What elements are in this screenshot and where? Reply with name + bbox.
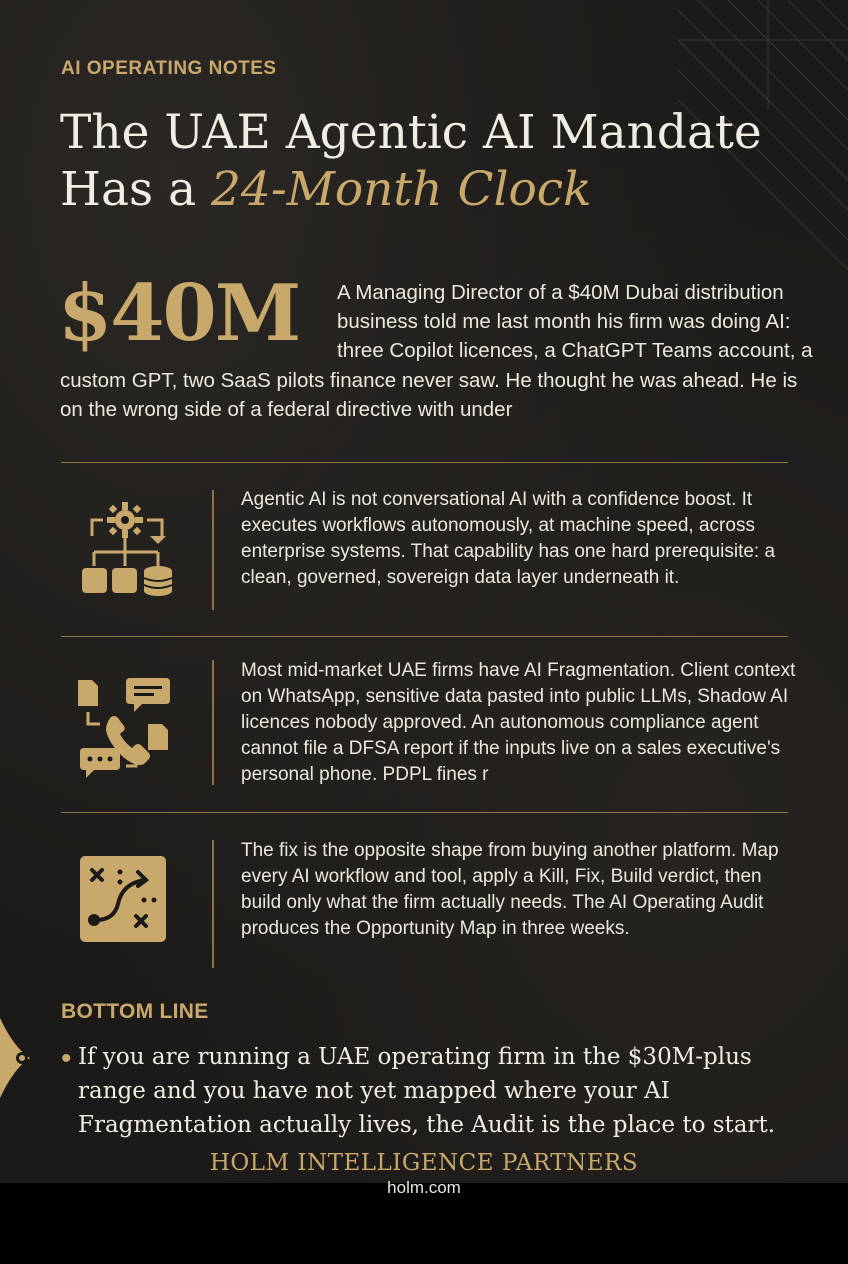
title-line-1: The UAE Agentic AI Mandate <box>60 105 762 160</box>
fragmented-communications-icon <box>70 672 180 782</box>
intro-paragraph <box>60 278 820 424</box>
bottom-line-text: If you are running a UAE operating firm in the $30M-plus range and you have not yet mapped where your AI Fragmentation actually lives, the Audit is the place to start. <box>78 1044 776 1138</box>
section-separator <box>212 490 214 610</box>
section-separator <box>212 840 214 968</box>
section-1-text: Agentic AI is not conversational AI with a confidence boost. It executes workflows autonomously, at machine speed, across enterprise systems. That capability has one hard prerequisite: a clean, governed, sovereign data layer underneath it. <box>241 489 776 588</box>
intro-text: A Managing Director of a $40M Dubai distribution business told me last month his firm was doing AI: three Copilot licences, a ChatGPT Teams account, a custom GPT, two SaaS pilots finance never saw. He thought he was ahead. He is on the wrong side of a federal directive with under <box>60 281 813 421</box>
section-separator <box>212 660 214 785</box>
bottom-line-heading: BOTTOM LINE <box>61 1000 209 1023</box>
bullet-icon: • <box>61 1042 72 1075</box>
left-edge-ornament-icon <box>0 1018 34 1098</box>
divider <box>61 812 788 813</box>
title-line-2-prefix: Has a <box>60 162 212 217</box>
strategy-map-icon <box>70 850 180 960</box>
title-accent: 24-Month Clock <box>211 162 592 217</box>
workflow-gear-icon <box>70 496 180 606</box>
divider <box>61 462 788 463</box>
section-2-text: Most mid-market UAE firms have AI Fragmentation. Client context on WhatsApp, sensitive data pasted into public LLMs, Shadow AI licences nobody approved. An autonomous compliance agent cannot file a DFSA report if the inputs live on a sales executive's personal phone. PDPL fines r <box>241 660 796 785</box>
kicker-label: AI OPERATING NOTES <box>61 58 277 79</box>
footer-url[interactable]: holm.com <box>387 1178 461 1197</box>
headline-figure: $40M <box>58 268 300 359</box>
page-title <box>60 104 820 218</box>
section-3-text: The fix is the opposite shape from buying another platform. Map every AI workflow and tool, apply a Kill, Fix, Build verdict, then build only what the firm actually needs. The AI Operating Audit produces the Opportunity Map in three weeks. <box>241 840 779 939</box>
divider <box>61 636 788 637</box>
brand-name: HOLM INTELLIGENCE PARTNERS <box>209 1150 639 1176</box>
